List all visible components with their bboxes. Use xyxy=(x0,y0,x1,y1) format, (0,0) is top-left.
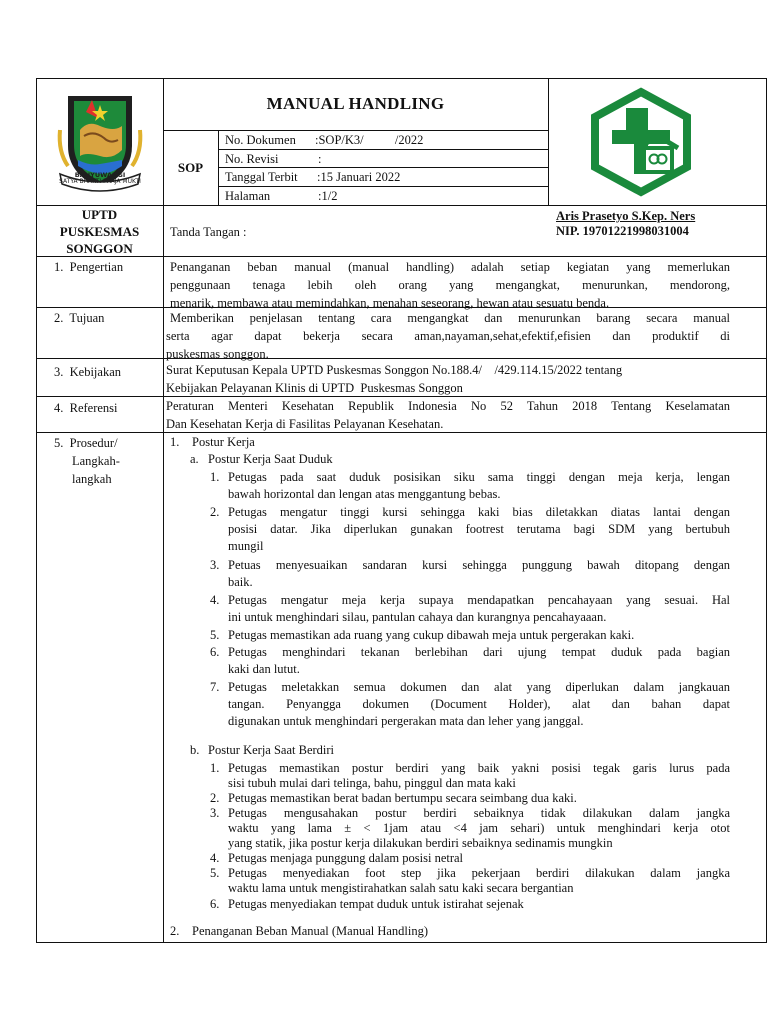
section-label-prosedur xyxy=(54,434,120,488)
berdiri-item-5 xyxy=(210,865,730,897)
referensi-line: Dan Kesehatan Kerja di Fasilitas Pelayanan Kesehatan. xyxy=(166,417,444,431)
meta-value: :SOP/K3/ /2022 xyxy=(315,133,424,147)
meta-value: : xyxy=(318,152,322,166)
list-number: 7. xyxy=(210,680,220,694)
meta-value: :1/2 xyxy=(318,189,338,203)
section-label-referensi: 4. Referensi xyxy=(54,401,118,415)
pengertian-line: penggunaan tenaga lebih oleh orang yang mengangkat, menurunkan, mendorong, xyxy=(170,278,730,292)
list-text: Petugas menjaga punggung dalam posisi netral xyxy=(228,851,464,865)
referensi-line: Peraturan Menteri Kesehatan Republik Indonesia No 52 Tahun 2018 Tentang Keselamatan xyxy=(166,399,730,413)
berdiri-item-2 xyxy=(210,790,730,806)
berdiri-item-6 xyxy=(210,896,730,912)
list-text: Petugas menyediakan foot step jika pekerjaan berdiri dilakukan dalam jangka xyxy=(228,866,730,880)
logo-motto: SATYA BHAKTI PRAJA MUKTI xyxy=(59,178,141,185)
puskesmas-logo xyxy=(586,86,696,198)
list-text: mungil xyxy=(228,539,264,553)
prosedur-heading-1 xyxy=(170,434,570,450)
org-line: PUSKESMAS xyxy=(59,224,140,239)
list-number: 6. xyxy=(210,897,220,911)
list-number: 2. xyxy=(210,505,220,519)
meta-no-revisi xyxy=(225,150,545,168)
list-text: Postur Kerja Saat Berdiri xyxy=(208,743,335,757)
list-text: Petugas mengatur meja kerja supaya mendapatkan pencahayaan yang sesuai. Hal xyxy=(228,593,730,607)
list-text: waktu lama untuk mengistirahatkan salah satu kaki secara bergantian xyxy=(228,881,574,895)
list-number: 5. xyxy=(210,628,220,642)
signer-name: Aris Prasetyo S.Kep. Ners xyxy=(556,209,696,223)
list-number: 5. xyxy=(210,866,220,880)
list-text: baik. xyxy=(228,575,253,589)
duduk-item-7 xyxy=(210,679,730,731)
list-number: 1. xyxy=(170,435,180,449)
duduk-item-6 xyxy=(210,644,730,678)
list-text: Petugas memastikan berat badan bertumpu secara seimbang dua kaki. xyxy=(228,791,577,805)
sop-document xyxy=(36,78,767,943)
tujuan-line: serta agar dapat bekerja secara aman,nayaman,sehat,efektif,efisien dan produktif di xyxy=(166,329,730,343)
signer-nip: NIP. 19701221998031004 xyxy=(556,224,689,238)
meta-label: Tanggal Terbit xyxy=(225,170,298,184)
list-text: waktu yang lama ± < 1jam atau <4 jam sehari) untuk menghindari kerja otot xyxy=(228,821,730,835)
berdiri-item-4 xyxy=(210,850,730,866)
tujuan-line: puskesmas songgon. xyxy=(166,347,269,361)
pengertian-line: Penanganan beban manual (manual handling) adalah setiap kegiatan yang memerlukan xyxy=(170,260,730,274)
list-text: Petugas memastikan ada ruang yang cukup dibawah meja untuk pergerakan kaki. xyxy=(228,628,635,642)
list-text: Petuas menyesuaikan sandaran kursi sehingga punggung bawah ditopang dengan xyxy=(228,558,730,572)
pengertian-line: menarik, membawa atau memindahkan, menahan seseorang, hewan atau sesuatu benda. xyxy=(170,296,610,310)
duduk-item-4 xyxy=(210,592,730,626)
list-text: ini untuk menghindari silau, pantulan cahaya dan kurangnya pencahayaaan. xyxy=(228,610,607,624)
list-text: digunakan untuk menghindari pergerakan mata dan leher yang janggal. xyxy=(228,714,584,728)
duduk-item-5 xyxy=(210,627,730,644)
list-number: 2. xyxy=(170,924,180,938)
meta-no-dokumen xyxy=(225,131,545,149)
meta-label: No. Revisi xyxy=(225,152,279,166)
signature-label: Tanda Tangan : xyxy=(170,225,247,239)
org-line: UPTD xyxy=(81,207,118,222)
prosedur-heading-a xyxy=(190,451,590,467)
section-label-kebijakan: 3. Kebijakan xyxy=(54,365,121,379)
list-text: bawah horizontal dan lengan atas menggantung bebas. xyxy=(228,487,501,501)
meta-tanggal-terbit xyxy=(225,168,545,186)
list-text: Petugas meletakkan semua dokumen dan alat yang diperlukan dalam jangkauan xyxy=(228,680,730,694)
col-divider-1 xyxy=(163,78,164,943)
list-text: Petugas memastikan postur berdiri yang baik yakni posisi tegak garis lurus pada xyxy=(228,761,730,775)
kebijakan-text xyxy=(166,361,730,397)
kebijakan-line: Surat Keputusan Kepala UPTD Puskesmas Songgon No.188.4/ /429.114.15/2022 tentang xyxy=(166,363,623,377)
list-number: 1. xyxy=(210,761,220,775)
list-text: Petugas menyediakan tempat duduk untuk istirahat sejenak xyxy=(228,897,524,911)
referensi-text xyxy=(166,397,730,433)
logo-ribbon-text: BANYUWANGI xyxy=(74,171,126,179)
tujuan-text xyxy=(166,309,730,363)
prosedur-label-line: Langkah- xyxy=(72,454,120,468)
list-text: posisi datar. Jika diperlukan gunakan footrest terutama bagi SDM yang bertubuh xyxy=(228,522,730,536)
list-text: Petugas menghindari tekanan berlebihan dari ujung tempat duduk pada bagian xyxy=(228,645,730,659)
list-number: 4. xyxy=(210,851,220,865)
col-divider-logo xyxy=(548,78,549,205)
list-number: 1. xyxy=(210,470,220,484)
list-number: 3. xyxy=(210,806,220,820)
list-text: Petugas pada saat duduk posisikan siku sama tinggi dengan meja kerja, lengan xyxy=(228,470,730,484)
meta-label: Halaman xyxy=(225,189,271,203)
prosedur-label-line: langkah xyxy=(72,472,112,486)
org-line: SONGGON xyxy=(66,241,133,256)
prosedur-label-line: 5. Prosedur/ xyxy=(54,436,118,450)
list-text: Petugas mengatur tinggi kursi sehingga kaki bias diletakkan diatas lantai dengan xyxy=(228,505,730,519)
list-number: a. xyxy=(190,452,199,466)
list-text: Postur Kerja Saat Duduk xyxy=(208,452,333,466)
tujuan-line: Memberikan penjelasan tentang cara mengangkat dan menurunkan barang secara manual xyxy=(170,311,730,325)
section-label-pengertian: 1. Pengertian xyxy=(54,260,124,274)
prosedur-heading-2 xyxy=(170,923,670,939)
list-number: b. xyxy=(190,743,200,757)
kebijakan-line: Kebijakan Pelayanan Klinis di UPTD Puskesmas Songgon xyxy=(166,381,463,395)
sop-label: SOP xyxy=(177,160,204,175)
border-bottom xyxy=(36,942,767,943)
pengertian-text xyxy=(170,258,730,312)
list-text: tangan. Penyangga dokumen (Document Holder), alat dan bahan dapat xyxy=(228,697,730,711)
border-top xyxy=(36,78,767,79)
berdiri-item-3 xyxy=(210,805,730,851)
berdiri-item-1 xyxy=(210,760,730,792)
prosedur-heading-b xyxy=(190,742,590,758)
section-label-tujuan: 2. Tujuan xyxy=(54,311,105,325)
border-right xyxy=(766,78,767,943)
page-title: MANUAL HANDLING xyxy=(266,94,445,113)
list-text: Petugas mengusahakan postur berdiri sebaiknya tidak dilakukan dalam jangka xyxy=(228,806,730,820)
list-number: 6. xyxy=(210,645,220,659)
duduk-item-2 xyxy=(210,504,730,556)
list-text: Penanganan Beban Manual (Manual Handling) xyxy=(192,924,429,938)
meta-halaman xyxy=(225,187,545,205)
list-text: yang statik, jika postur kerja dilakukan berdiri sebaiknya sedinamis mungkin xyxy=(228,836,613,850)
org-name xyxy=(36,206,163,257)
meta-label: No. Dokumen xyxy=(225,133,296,147)
list-number: 2. xyxy=(210,791,220,805)
duduk-item-1 xyxy=(210,469,730,503)
list-text: sisi tubuh mulai dari telinga, bahu, pinggul dan mata kaki xyxy=(228,776,516,790)
list-text: kaki dan lutut. xyxy=(228,662,300,676)
list-number: 3. xyxy=(210,558,220,572)
list-text: Postur Kerja xyxy=(192,435,255,449)
meta-value: :15 Januari 2022 xyxy=(317,170,401,184)
duduk-item-3 xyxy=(210,557,730,591)
list-number: 4. xyxy=(210,593,220,607)
